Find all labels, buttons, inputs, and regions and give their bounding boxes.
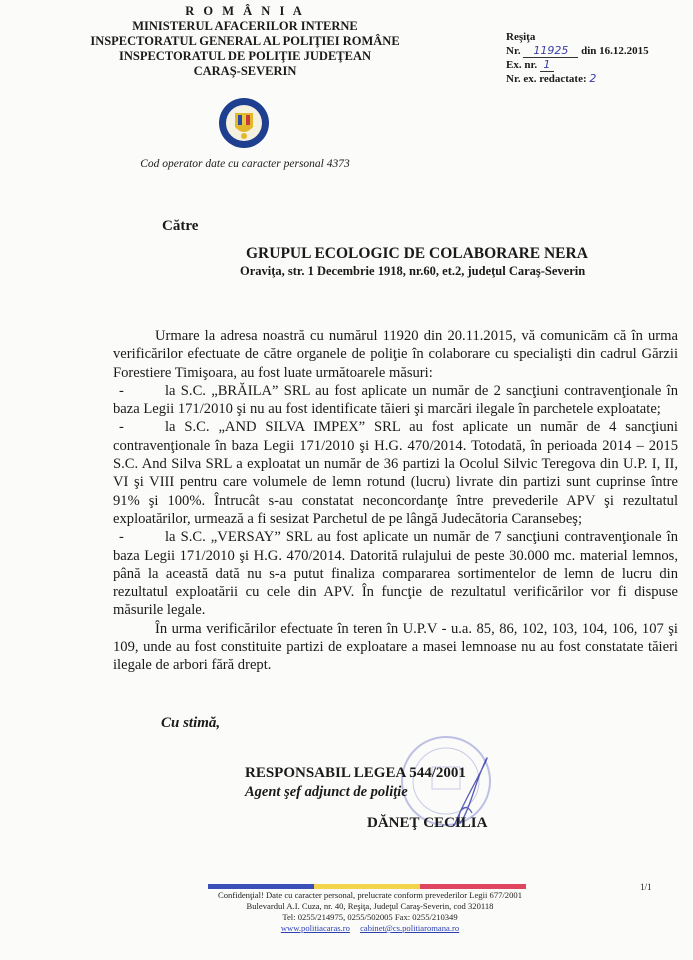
- footer-links: [190, 923, 550, 934]
- bullet-marker: -: [119, 382, 124, 399]
- salutation: Cu stimă,: [161, 715, 221, 731]
- intro-paragraph: Urmare la adresa noastră cu numărul 11920 din 20.11.2015, vă comunicăm că în urma verificărilor efectuate de către organele de poliţie în colaborare cu specialişti din cadrul Gărzii Forestiere Timişoara, au fost luate următoarele măsuri:: [113, 328, 678, 381]
- footer-confidential: Confidenţial! Date cu caracter personal, prelucrate conform prevederilor Legii 677/2001: [218, 890, 522, 900]
- bullet-item: [113, 418, 678, 528]
- bullet-item: [113, 528, 678, 619]
- institution-header: [60, 4, 430, 79]
- registration-nr-value: 11925: [523, 44, 578, 58]
- signatory-role: RESPONSABIL LEGEA 544/2001: [245, 765, 466, 781]
- footer-address: Bulevardul A.I. Cuza, nr. 40, Reşiţa, Judeţul Caraş-Severin, cod 320118: [246, 901, 494, 911]
- registration-copies-line: [506, 72, 649, 86]
- closing-paragraph: În urma verificărilor efectuate în teren în U.P.V - u.a. 85, 86, 102, 103, 104, 106, 107 şi 109, unde au fost constituite partizi de exploatare a masei lemnoase nu au fost constatate tăieri ilegale de arbori fără drept.: [113, 620, 678, 674]
- registration-copy-line: [506, 58, 649, 72]
- header-county-inspectorate: INSPECTORATUL DE POLIŢIE JUDEŢEAN: [118, 49, 372, 63]
- addressee-name: GRUPUL ECOLOGIC DE COLABORARE NERA: [246, 245, 588, 262]
- signatory-name: DĂNEŢ CECILIA: [367, 815, 488, 831]
- header-general-inspectorate: INSPECTORATUL GENERAL AL POLIŢIEI ROMÂNE: [90, 34, 400, 48]
- bullet-text: la S.C. „AND SILVA IMPEX” SRL au fost aplicate un număr de 4 sancţiuni contravenţionale în baza Legii 171/2010 şi H.G. 470/2014. Totodată, în perioada 2014 – 2015 S.C. And Silva SRL a exploatat un număr de 36 partizi la Ocolul Silvic Teregova din U.P. I, II, VI şi VIII pentru care volumele de lemn rotund (lucru) livrate din partizi sunt cuprinse între 91% şi 100%. Întrucât s-au constatat neconcordanţe între prevederile APV şi rezultatul exploatărilor, urmează a fi sesizat Parchetul de pe lângă Judecătoria Caransebeş;: [113, 419, 678, 527]
- tricolor-bar: [208, 884, 526, 889]
- bullet-text: la S.C. „VERSAY” SRL au fost aplicate un număr de 7 sancţiuni contravenţionale în baza Legii 171/2010 şi H.G. 470/2014. Datorită rulajului de peste 30.000 mc. material lemnos, până la această dată nu s-a putut finaliza compararea sortimentelor de lemn de lucru din rezultatul exploatării cu cele din APV. În funcţie de rezultatul verificărilor vor fi dispuse măsurile legale.: [113, 529, 678, 619]
- page-number: 1/1: [640, 882, 652, 892]
- registration-block: [506, 31, 649, 86]
- bullet-marker: -: [119, 529, 124, 546]
- registration-date: din 16.12.2015: [581, 45, 649, 57]
- header-county: CARAŞ-SEVERIN: [193, 64, 297, 78]
- signatory-rank: Agent şef adjunct de poliţie: [245, 784, 408, 800]
- header-country: R O M Â N I A: [185, 4, 305, 18]
- to-label: Către: [162, 218, 199, 234]
- police-crest-icon: [218, 97, 270, 149]
- registration-ex-value: 1: [540, 58, 554, 72]
- flag-stripe-red: [420, 884, 526, 889]
- registration-ex-label: Ex. nr.: [506, 59, 538, 71]
- footer-phone: Tel: 0255/214975, 0255/502005 Fax: 0255/210349: [282, 912, 458, 922]
- registration-nr-label: Nr.: [506, 45, 521, 57]
- operator-code: Cod operator date cu caracter personal 4373: [140, 158, 350, 170]
- flag-stripe-yellow: [314, 884, 420, 889]
- footer: [190, 890, 550, 934]
- bullet-item: [113, 382, 678, 419]
- bullet-marker: -: [119, 419, 124, 436]
- letter-body: [113, 327, 678, 675]
- website-link[interactable]: www.politiacaras.ro: [280, 923, 350, 933]
- header-ministry: MINISTERUL AFACERILOR INTERNE: [132, 19, 358, 33]
- registration-copies-value: 2: [589, 72, 597, 85]
- flag-stripe-blue: [208, 884, 314, 889]
- bullet-text: la S.C. „BRĂILA” SRL au fost aplicate un număr de 2 sancţiuni contravenţionale în baza Legii 171/2010 şi nu au fost identificate tăieri şi marcări ilegale în parchetele exploatate;: [113, 382, 678, 418]
- registration-copies-label: Nr. ex. redactate:: [506, 73, 587, 85]
- addressee-address: Oraviţa, str. 1 Decembrie 1918, nr.60, et.2, judeţul Caraş-Severin: [240, 264, 586, 278]
- registration-city: Reşiţa: [506, 31, 536, 43]
- registration-number-line: [506, 44, 649, 58]
- email-link[interactable]: cabinet@cs.politiaromana.ro: [360, 923, 460, 933]
